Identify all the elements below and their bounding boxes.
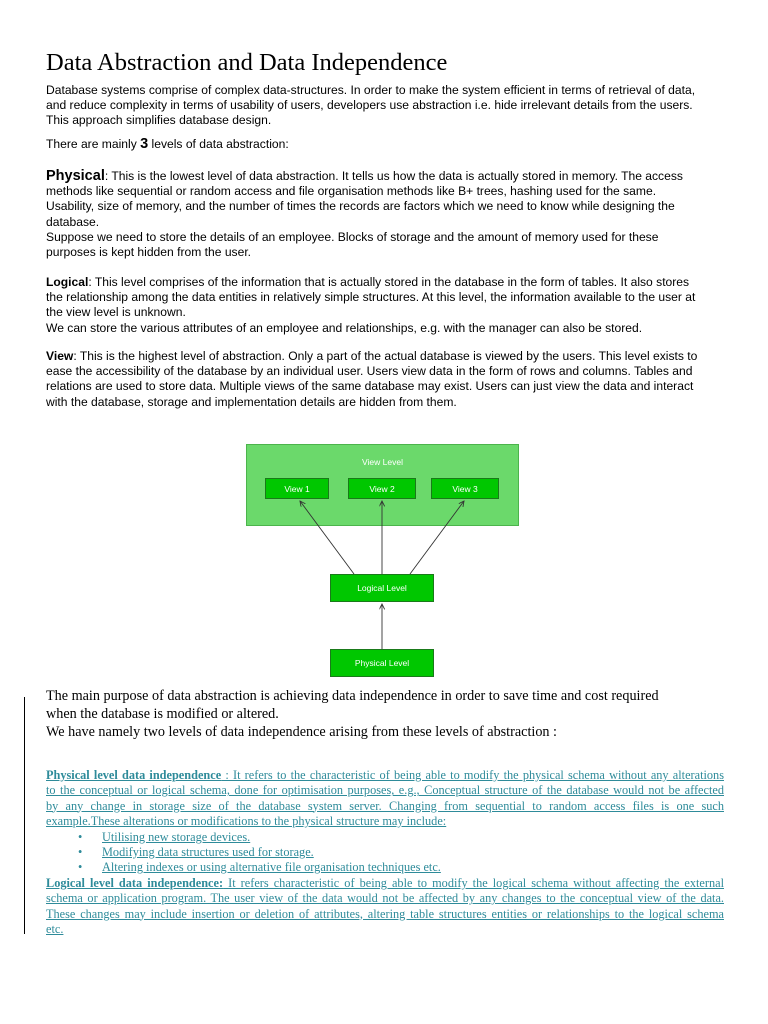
bullet-icon: • <box>78 860 83 874</box>
change-bar <box>24 697 25 934</box>
physical-independence-term: Physical level data independence <box>46 768 222 782</box>
physical-line: methods like sequential or random access and file organisation methods like B+ trees, hashing used for the same. <box>46 184 657 199</box>
levels-count: 3 <box>140 136 149 152</box>
physical-level-box: Physical Level <box>330 649 434 677</box>
logical-line: : This level comprises of the information that is actually stored in the database in the form of tables. It also stores <box>88 275 690 289</box>
logical-independence-paragraph <box>46 876 724 937</box>
view-line: with the database, storage and implementation details are hidden from them. <box>46 394 457 409</box>
logical-line: the view level is unknown. <box>46 305 186 320</box>
view-line: relations are used to store data. Multiple views of the same database may exist. Users can just view the data and interact <box>46 379 694 394</box>
physical-independence-line: example.These alterations or modifications to the physical structure may include: <box>46 813 447 828</box>
logical-independence-line: It refers characteristic of being able to modify the logical schema without affecting the external <box>223 876 725 890</box>
physical-line: purposes is kept hidden from the user. <box>46 245 252 260</box>
view-line: : This is the highest level of abstraction. Only a part of the actual database is viewed by the users. This level exists to <box>73 349 698 363</box>
logical-line: We can store the various attributes of an employee and relationships, e.g. with the manager can also be stored. <box>46 320 643 335</box>
logical-independence-term: Logical level data independence: <box>46 876 224 890</box>
view-line: ease the accessibility of the database by an individual user. Users view data in the form of rows and columns. Tables and <box>46 364 693 379</box>
intro-line: and reduce complexity in terms of usability of users, developers use abstraction i.e. hide irrelevant details from the users. <box>46 98 693 113</box>
logical-level-box: Logical Level <box>330 574 434 602</box>
bullet-text: Modifying data structures used for storage. <box>102 845 314 859</box>
levels-prefix: There are mainly <box>46 137 141 151</box>
purpose-line: We have namely two levels of data independence arising from these levels of abstraction : <box>46 724 557 740</box>
view-paragraph <box>46 349 724 410</box>
bullet-icon: • <box>78 845 83 859</box>
view-level-label: View Level <box>362 457 403 467</box>
bullet-item <box>78 860 441 875</box>
bullet-icon: • <box>78 830 83 844</box>
levels-suffix: levels of data abstraction: <box>148 137 289 151</box>
logical-term: Logical <box>46 275 89 289</box>
levels-count-line <box>46 137 724 152</box>
logical-independence-line: These changes may include insertion or deletion of attributes, altering table structures entities or relationships to the logical schema <box>46 906 724 921</box>
logical-independence-line: schema or application program. The user view of the data would not be affected by any changes to the conceptual view of the data. <box>46 891 724 906</box>
logical-paragraph <box>46 275 724 336</box>
physical-paragraph <box>46 169 724 260</box>
bullet-text: Altering indexes or using alternative file organisation techniques etc. <box>102 860 441 874</box>
view-1-box: View 1 <box>265 478 329 499</box>
bullet-item <box>78 845 314 860</box>
physical-term: Physical <box>46 168 105 184</box>
intro-line: Database systems comprise of complex data-structures. In order to make the system efficient in terms of retrieval of data, <box>46 83 696 97</box>
physical-independence-line: : It refers to the characteristic of being able to modify the physical schema without any alterations <box>221 768 724 782</box>
intro-paragraph <box>46 83 724 129</box>
physical-line: Usability, size of memory, and the number of times the records are factors which we need to know while designing the <box>46 199 675 214</box>
physical-independence-line: to the conceptual or logical schema, done for optimisation purposes, e.g., Conceptual structure of the database would not be affected <box>46 783 724 798</box>
logical-independence-line: etc. <box>46 921 64 936</box>
purpose-line: The main purpose of data abstraction is achieving data independence in order to save time and cost required <box>46 688 659 704</box>
page-title: Data Abstraction and Data Independence <box>46 49 448 76</box>
bullet-item <box>78 830 250 845</box>
view-term: View <box>46 349 74 363</box>
intro-line: This approach simplifies database design. <box>46 113 272 128</box>
physical-line: Suppose we need to store the details of an employee. Blocks of storage and the amount of memory used for these <box>46 229 659 244</box>
bullet-text: Utilising new storage devices. <box>102 830 251 844</box>
view-3-box: View 3 <box>431 478 499 499</box>
physical-line: database. <box>46 214 100 229</box>
logical-line: the relationship among the data entities in relatively simple structures. At this level, the information available to the user at <box>46 290 696 305</box>
physical-line: : This is the lowest level of data abstraction. It tells us how the data is actually stored in memory. The access <box>104 169 683 183</box>
physical-independence-line: by any change in storage size of the database system server. Changing from sequential to random access files is one such <box>46 798 724 813</box>
purpose-paragraph <box>46 687 726 741</box>
view-2-box: View 2 <box>348 478 416 499</box>
physical-independence-paragraph <box>46 768 724 829</box>
purpose-line: when the database is modified or altered. <box>46 706 279 722</box>
